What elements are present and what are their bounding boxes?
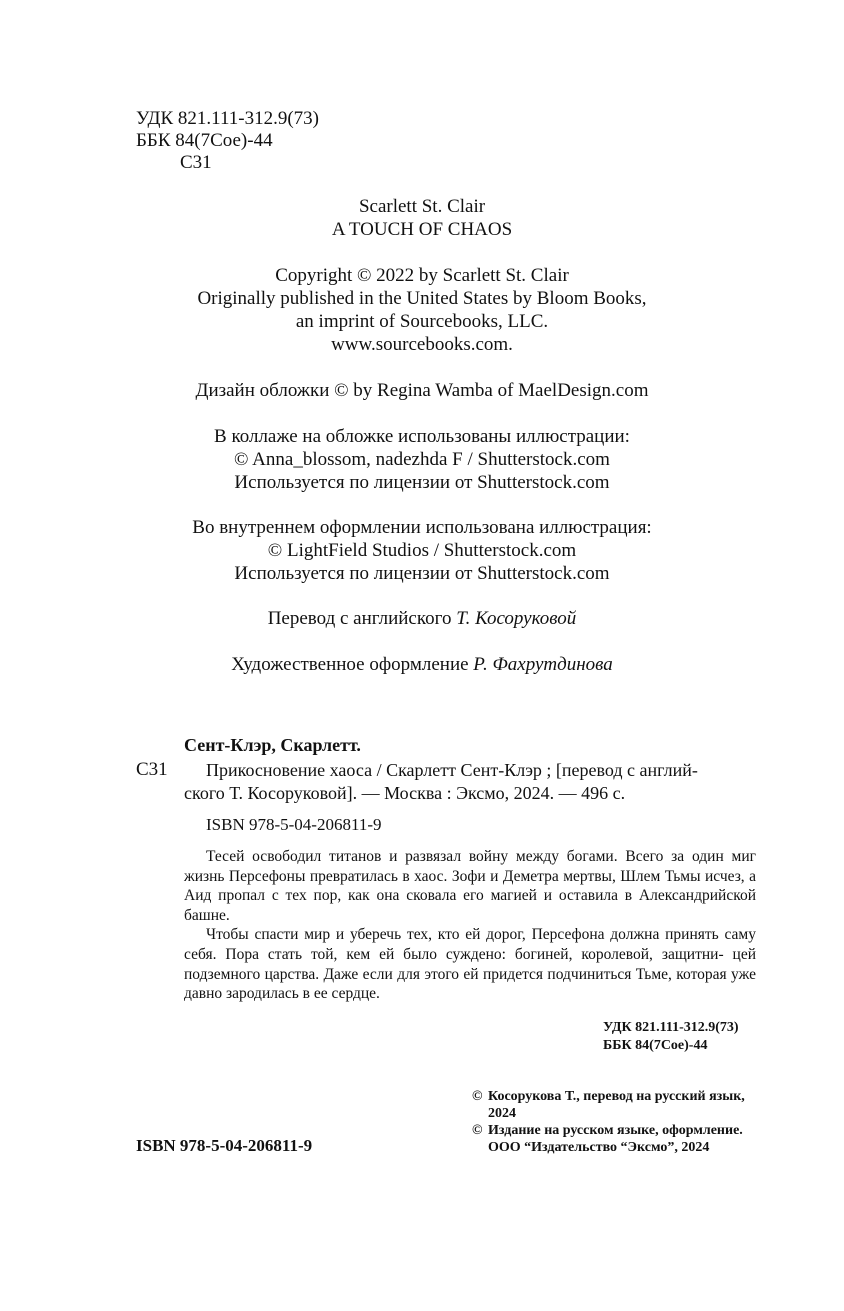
artist-name: Р. Фахрутдинова (473, 654, 613, 675)
art-design-prefix: Художественное оформление (231, 654, 474, 675)
original-title: A TOUCH OF CHAOS (331, 219, 513, 240)
original-title-block (0, 195, 844, 241)
catalog-isbn: ISBN 978-5-04-206811-9 (206, 815, 382, 834)
copyright-line: Originally published in the United States by Bloom Books, (197, 288, 647, 309)
russian-copyrights (472, 1088, 745, 1156)
copyright-symbol: © (472, 1089, 483, 1104)
copyright-block (0, 264, 844, 356)
collage-line: Используется по лицензии от Shutterstock.com (234, 472, 610, 493)
annotation-paragraph: Чтобы спасти мир и уберечь тех, кто ей дорог, Персефона должна принять саму себя. Пора стать той, кем ей было суждено: богиней, королевой, защитни- цей подземного царства. Даже если для этого ей придется подчиниться Тьме, которая уже давно зародилась в ее сердце. (184, 926, 756, 1003)
catalog-line: ского Т. Косоруковой]. — Москва : Эксмо, 2024. — 496 с. (184, 783, 626, 803)
collage-line: © Anna_blossom, nadezhda F / Shutterstock.com (234, 449, 610, 470)
catalog-line: Прикосновение хаоса / Скарлетт Сент-Клэр ; [перевод с англий- (206, 760, 698, 780)
copyright-line: www.sourcebooks.com. (331, 334, 513, 355)
inner-design-credit (0, 516, 844, 585)
copyright-symbol: © (472, 1123, 483, 1138)
original-author: Scarlett St. Clair (358, 196, 486, 217)
author-sign: С31 (180, 152, 212, 173)
catalog-sign: С31 (136, 759, 168, 780)
catalog-heading: Сент-Клэр, Скарлетт. (184, 735, 361, 755)
copyright-line: Copyright © 2022 by Scarlett St. Clair (275, 265, 569, 286)
copyright-entry-line: Издание на русском языке, оформление. (488, 1123, 743, 1138)
cover-design-line: Дизайн обложки © by Regina Wamba of MaelDesign.com (195, 380, 649, 401)
inner-line: Во внутреннем оформлении использована иллюстрация: (192, 517, 652, 538)
art-design-credit (0, 653, 844, 676)
translation-credit (0, 607, 844, 630)
copyright-entry-line: ООО “Издательство “Эксмо”, 2024 (488, 1140, 710, 1155)
inner-line: Используется по лицензии от Shutterstock.com (234, 563, 610, 584)
bbk-code: ББК 84(7Сое)-44 (136, 130, 273, 151)
isbn-bottom: ISBN 978-5-04-206811-9 (136, 1136, 313, 1155)
udk-code: УДК 821.111-312.9(73) (136, 108, 319, 129)
copyright-entry-line: 2024 (488, 1106, 516, 1121)
copyright-entry (472, 1122, 745, 1156)
annotation-paragraph: Тесей освободил титанов и развязал войну между богами. Всего за один миг жизнь Персефоны превратилась в хаос. Зофи и Деметра мертвы, Шлем Тьмы исчез, а Аид пропал с тех пор, как она сковала его магией и оставила в Александрийской башне. (184, 848, 756, 924)
inner-line: © LightField Studios / Shutterstock.com (267, 540, 577, 561)
translation-prefix: Перевод с английского (267, 608, 457, 629)
udk-code-bottom: УДК 821.111-312.9(73) (603, 1020, 739, 1035)
translator-name: Т. Косоруковой (456, 608, 577, 629)
bbk-code-bottom: ББК 84(7Сое)-44 (603, 1038, 708, 1053)
copyright-entry (472, 1088, 745, 1122)
copyright-entry-line: Косорукова Т., перевод на русский язык, (488, 1089, 745, 1104)
copyright-line: an imprint of Sourcebooks, LLC. (295, 311, 549, 332)
collage-line: В коллаже на обложке использованы иллюстрации: (214, 426, 630, 447)
cover-design-credit (0, 379, 844, 402)
annotation (184, 847, 756, 1004)
cover-collage-credit (0, 425, 844, 494)
